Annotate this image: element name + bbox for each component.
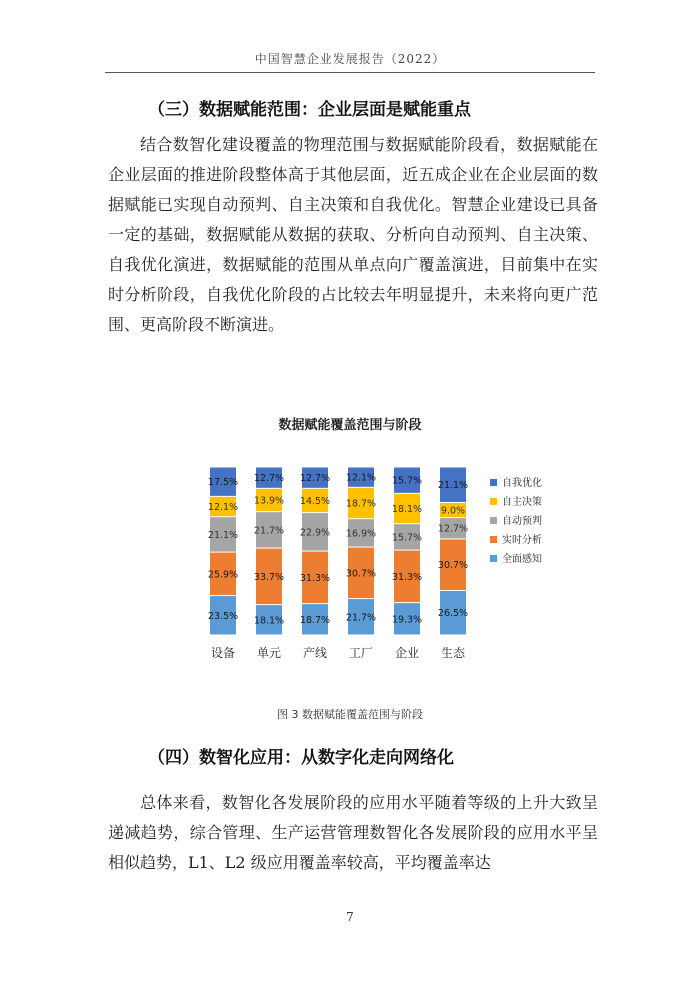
data-label: 30.7% xyxy=(437,560,469,572)
data-label: 18.1% xyxy=(253,615,285,627)
running-header: 中国智慧企业发展报告（2022） xyxy=(254,52,446,66)
legend-swatch xyxy=(490,498,497,505)
legend-swatch xyxy=(490,517,497,524)
data-label: 9.0% xyxy=(440,505,466,517)
data-label: 30.7% xyxy=(345,568,377,580)
data-label: 15.7% xyxy=(391,475,423,487)
stacked-bar-chart xyxy=(180,455,580,685)
page-number: 7 xyxy=(346,910,354,924)
data-label: 12.7% xyxy=(253,473,285,485)
x-tick-label: 工厂 xyxy=(348,646,374,660)
data-label: 22.9% xyxy=(299,527,331,539)
x-tick-label: 单元 xyxy=(256,646,282,660)
x-tick-label: 生态 xyxy=(440,646,466,660)
data-label: 18.7% xyxy=(345,498,377,510)
data-label: 12.1% xyxy=(207,502,239,514)
data-label: 13.9% xyxy=(253,495,285,507)
data-label: 12.1% xyxy=(345,472,377,484)
legend-label: 全面感知 xyxy=(502,554,542,565)
legend-label: 实时分析 xyxy=(502,535,542,546)
legend-label: 自主决策 xyxy=(502,497,542,508)
body-paragraph: 结合数智化建设覆盖的物理范围与数据赋能阶段看，数据赋能在企业层面的推进阶段整体高于其他层面，近五成企业在企业层面的数据赋能已实现自动预判、自主决策和自我优化。智慧企业建设已具备一定的基础，数据赋能从数据的获取、分析向自动预判、自主决策、自我优化演进，数据赋能的范围从单点向广覆盖演进，目前集中在实时分析阶段，自我优化阶段的占比较去年明显提升，未来将向更广范围、更高阶段不断演进。 xyxy=(108,135,598,334)
data-label: 26.5% xyxy=(437,608,469,620)
x-tick-label: 产线 xyxy=(302,646,328,660)
data-label: 14.5% xyxy=(299,495,331,507)
legend-label: 自动预判 xyxy=(502,516,542,527)
data-label: 33.7% xyxy=(253,571,285,583)
legend-swatch xyxy=(490,555,497,562)
data-label: 15.7% xyxy=(391,532,423,544)
legend-swatch xyxy=(490,479,497,486)
data-label: 23.5% xyxy=(207,610,239,622)
x-tick-label: 企业 xyxy=(394,646,420,660)
chart-title: 数据赋能覆盖范围与阶段 xyxy=(278,418,422,433)
body-paragraph-2: 总体来看，数智化各发展阶段的应用水平随着等级的上升大致呈递减趋势，综合管理、生产运营管理数智化各发展阶段的应用水平呈相似趋势，L1、L2 级应用覆盖率较高，平均覆盖率达 xyxy=(108,793,598,872)
data-label: 21.7% xyxy=(253,525,285,537)
data-label: 21.1% xyxy=(437,480,469,492)
data-label: 31.3% xyxy=(391,571,423,583)
legend-swatch xyxy=(490,536,497,543)
data-label: 31.3% xyxy=(299,572,331,584)
data-label: 16.9% xyxy=(345,528,377,540)
legend-label: 自我优化 xyxy=(502,478,542,489)
data-label: 18.7% xyxy=(299,614,331,626)
data-label: 12.7% xyxy=(437,523,469,535)
data-label: 18.1% xyxy=(391,504,423,516)
data-label: 25.9% xyxy=(207,569,239,581)
data-label: 17.5% xyxy=(207,477,239,489)
data-label: 21.1% xyxy=(207,529,239,541)
data-label: 21.7% xyxy=(345,612,377,624)
data-label: 19.3% xyxy=(391,614,423,626)
header-divider xyxy=(105,72,595,73)
section-heading-4: （四）数智化应用：从数字化走向网络化 xyxy=(148,748,454,768)
data-label: 12.7% xyxy=(299,473,331,485)
figure-caption: 图 3 数据赋能覆盖范围与阶段 xyxy=(277,708,423,721)
section-heading: （三）数据赋能范围：企业层面是赋能重点 xyxy=(148,100,471,120)
x-tick-label: 设备 xyxy=(210,646,236,660)
